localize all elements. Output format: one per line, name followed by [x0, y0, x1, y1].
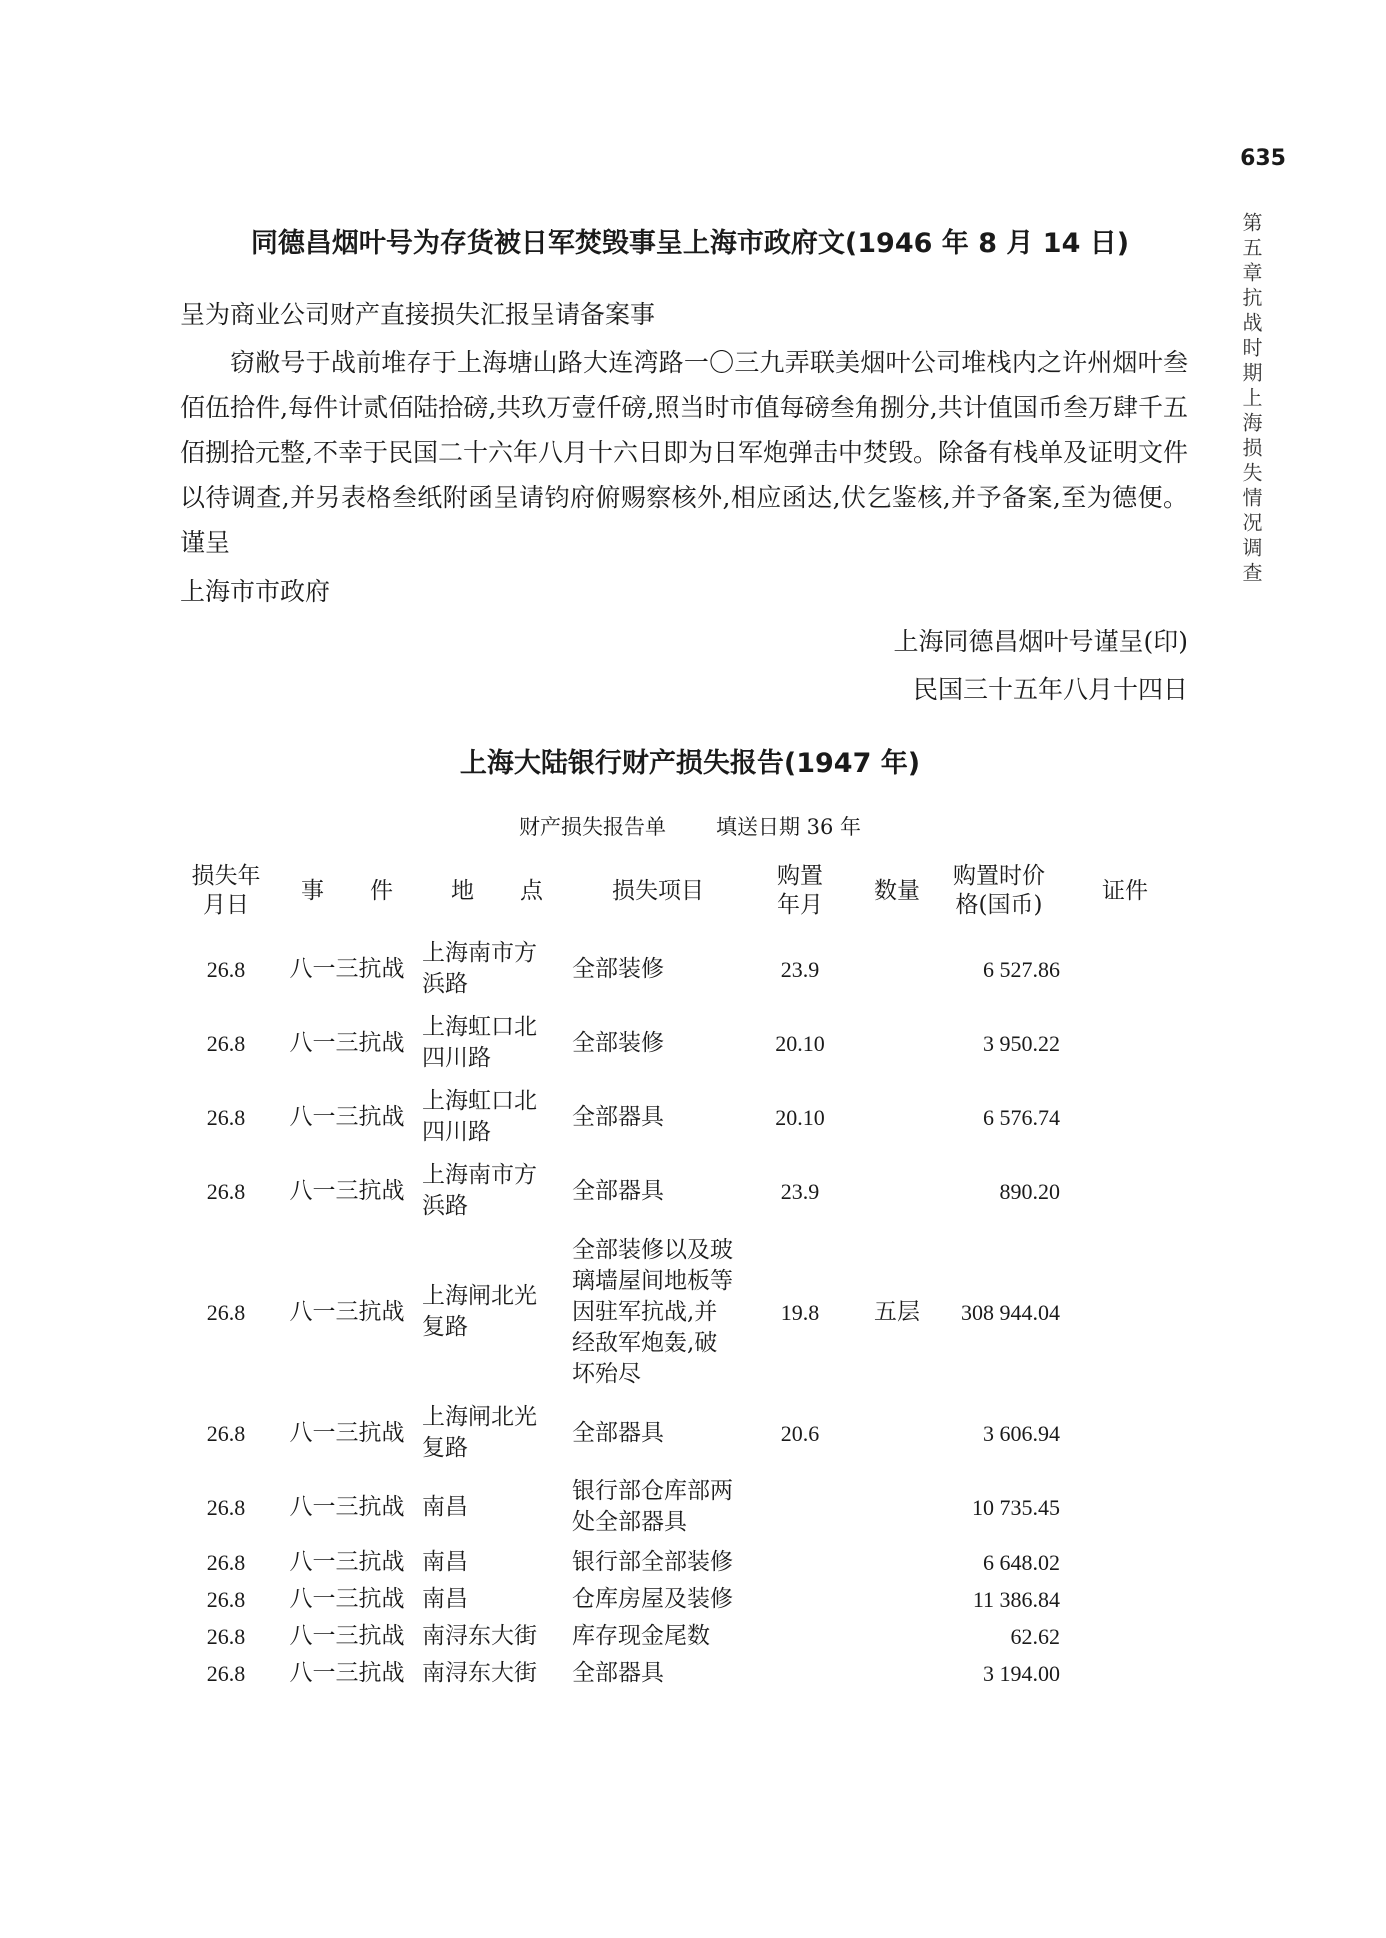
cell-event: 八一三抗战: [289, 1177, 405, 1204]
cell-item: 全部器具: [572, 1660, 664, 1686]
cell-event: 八一三抗战: [289, 1419, 405, 1446]
cell-loss-date: 26.8: [206, 1494, 246, 1520]
cell-certificate: [1060, 1396, 1190, 1470]
cell-event: 八一三抗战: [289, 1586, 405, 1612]
cell-item: 全部装修: [572, 955, 664, 982]
cell-price: 11 386.84: [972, 1587, 1060, 1612]
table-body: [180, 932, 1190, 1692]
cell-item: 全部器具: [572, 1419, 664, 1446]
header-event: 事 件: [301, 877, 393, 904]
cell-purchase-date: 20.10: [775, 1030, 825, 1056]
cell-item: 全部器具: [572, 1103, 664, 1130]
cell-certificate: [1060, 1006, 1190, 1080]
cell-place: 南浔东大街: [422, 1660, 537, 1686]
table-row: [180, 1154, 1190, 1228]
cell-place: 上海南市方 浜路: [422, 1162, 537, 1219]
header-certificate: 证件: [1102, 877, 1148, 904]
cell-place: 上海虹口北 四川路: [422, 1014, 537, 1071]
table-row: [180, 1618, 1190, 1655]
cell-certificate: [1060, 1544, 1190, 1581]
form-fill-date: 填送日期 36 年: [715, 815, 862, 839]
cell-event: 八一三抗战: [289, 1623, 405, 1649]
cell-loss-date: 26.8: [206, 956, 246, 982]
form-name: 财产损失报告单: [518, 815, 666, 839]
cell-place: 南昌: [422, 1549, 468, 1575]
cell-quantity: [856, 1581, 938, 1618]
form-caption: [180, 811, 1200, 841]
header-quantity: 数量: [874, 877, 920, 904]
cell-item: 全部器具: [572, 1177, 664, 1204]
header-purchase-date: 购置 年月: [777, 863, 823, 918]
page-number: 635: [1240, 146, 1286, 171]
report-title: 上海大陆银行财产损失报告(1947 年): [459, 748, 921, 779]
chapter-label: 第五章: [1239, 212, 1263, 287]
cell-price: 6 648.02: [983, 1550, 1060, 1575]
date-line: 民国三十五年八月十四日: [912, 675, 1188, 704]
document-body: 窃敝号于战前堆存于上海塘山路大连湾路一〇三九弄联美烟叶公司堆栈内之许州烟叶叁佰伍拾件,每件计贰佰陆拾磅,共玖万壹仟磅,照当时市值每磅叁角捌分,共计值国币叁万肆千五佰捌拾元整,不幸于民国二十六年八月十六日即为日军炮弹击中焚毁。除备有栈单及证明文件以待调查,并另表格叁纸附函呈请钧府俯赐察核外,相应函达,伏乞鉴核,并予备案,至为德便。谨呈: [180, 348, 1188, 557]
cell-price: 3 606.94: [983, 1420, 1060, 1446]
cell-certificate: [1060, 1470, 1190, 1544]
chapter-title: 抗战时期上海损失情况调查: [1239, 287, 1263, 587]
cell-place: 上海虹口北 四川路: [422, 1088, 537, 1145]
document-title: 同德昌烟叶号为存货被日军焚毁事呈上海市政府文(1946 年 8 月 14 日): [250, 228, 1130, 259]
cell-purchase-date: [744, 1470, 856, 1544]
signature-line: 上海同德昌烟叶号谨呈(印): [893, 627, 1188, 656]
cell-place: 上海闸北光 复路: [422, 1283, 537, 1340]
table-row: [180, 1655, 1190, 1692]
cell-quantity: [856, 1655, 938, 1692]
addressee: 上海市市政府: [180, 577, 331, 606]
cell-loss-date: 26.8: [206, 1624, 246, 1649]
cell-event: 八一三抗战: [289, 1298, 405, 1325]
table-row: [180, 1228, 1190, 1396]
cell-item: 仓库房屋及装修: [572, 1586, 733, 1612]
cell-event: 八一三抗战: [289, 1493, 405, 1520]
cell-item: 全部装修: [572, 1029, 664, 1056]
header-item: 损失项目: [612, 877, 704, 904]
cell-price: 62.62: [1010, 1624, 1060, 1649]
cell-event: 八一三抗战: [289, 1549, 405, 1575]
cell-certificate: [1060, 1154, 1190, 1228]
cell-quantity: [856, 1618, 938, 1655]
cell-quantity: [856, 932, 938, 1006]
cell-purchase-date: [744, 1544, 856, 1581]
header-loss-date: 损失年 月日: [191, 863, 261, 918]
cell-certificate: [1060, 1581, 1190, 1618]
cell-loss-date: 26.8: [206, 1420, 246, 1446]
cell-event: 八一三抗战: [289, 1029, 405, 1056]
cell-event: 八一三抗战: [289, 1103, 405, 1130]
cell-quantity: [856, 1080, 938, 1154]
cell-price: 3 194.00: [983, 1661, 1060, 1686]
table-row: [180, 1544, 1190, 1581]
cell-quantity: [856, 1470, 938, 1544]
cell-price: 6 576.74: [983, 1104, 1060, 1130]
document-subject: 呈为商业公司财产直接损失汇报呈请备案事: [180, 300, 656, 329]
cell-item: 全部装修以及玻 璃墙屋间地板等 因驻军抗战,并 经敌军炮轰,破 坏殆尽: [572, 1236, 733, 1387]
table-row: [180, 932, 1190, 1006]
cell-price: 10 735.45: [972, 1494, 1060, 1520]
cell-purchase-date: 23.9: [780, 956, 820, 982]
cell-loss-date: 26.8: [206, 1299, 246, 1325]
cell-item: 库存现金尾数: [572, 1623, 710, 1649]
cell-quantity: [856, 1154, 938, 1228]
header-place: 地 点: [451, 877, 543, 904]
cell-purchase-date: [744, 1581, 856, 1618]
table-row: [180, 1396, 1190, 1470]
cell-quantity: [856, 1544, 938, 1581]
cell-purchase-date: 23.9: [780, 1178, 820, 1204]
cell-price: 6 527.86: [983, 956, 1060, 982]
cell-item: 银行部仓库部两 处全部器具: [572, 1478, 733, 1535]
cell-quantity: 五层: [874, 1298, 920, 1325]
cell-item: 银行部全部装修: [572, 1549, 733, 1575]
cell-event: 八一三抗战: [289, 1660, 405, 1686]
table-row: [180, 1581, 1190, 1618]
header-price: 购置时价 格(国币): [953, 863, 1045, 918]
table-row: [180, 1080, 1190, 1154]
cell-loss-date: 26.8: [206, 1661, 246, 1686]
cell-certificate: [1060, 1655, 1190, 1692]
cell-quantity: [856, 1006, 938, 1080]
cell-certificate: [1060, 1080, 1190, 1154]
table-row: [180, 1470, 1190, 1544]
cell-price: 308 944.04: [961, 1299, 1060, 1325]
cell-quantity: [856, 1396, 938, 1470]
cell-certificate: [1060, 1228, 1190, 1396]
cell-place: 南昌: [422, 1586, 468, 1612]
cell-purchase-date: [744, 1655, 856, 1692]
cell-place: 上海南市方 浜路: [422, 940, 537, 997]
cell-loss-date: 26.8: [206, 1178, 246, 1204]
cell-loss-date: 26.8: [206, 1030, 246, 1056]
cell-price: 890.20: [999, 1178, 1060, 1204]
cell-loss-date: 26.8: [206, 1550, 246, 1575]
table-header-row: [180, 862, 1190, 932]
cell-loss-date: 26.8: [206, 1104, 246, 1130]
cell-loss-date: 26.8: [206, 1587, 246, 1612]
cell-place: 南浔东大街: [422, 1623, 537, 1649]
table-row: [180, 1006, 1190, 1080]
cell-certificate: [1060, 1618, 1190, 1655]
cell-purchase-date: 20.6: [780, 1420, 820, 1446]
cell-purchase-date: [744, 1618, 856, 1655]
cell-price: 3 950.22: [983, 1030, 1060, 1056]
loss-report-table: [180, 862, 1190, 1692]
cell-certificate: [1060, 932, 1190, 1006]
cell-place: 南昌: [422, 1493, 468, 1520]
cell-place: 上海闸北光 复路: [422, 1404, 537, 1461]
running-header: [1238, 212, 1264, 587]
cell-event: 八一三抗战: [289, 955, 405, 982]
cell-purchase-date: 19.8: [780, 1299, 820, 1325]
cell-purchase-date: 20.10: [775, 1104, 825, 1130]
